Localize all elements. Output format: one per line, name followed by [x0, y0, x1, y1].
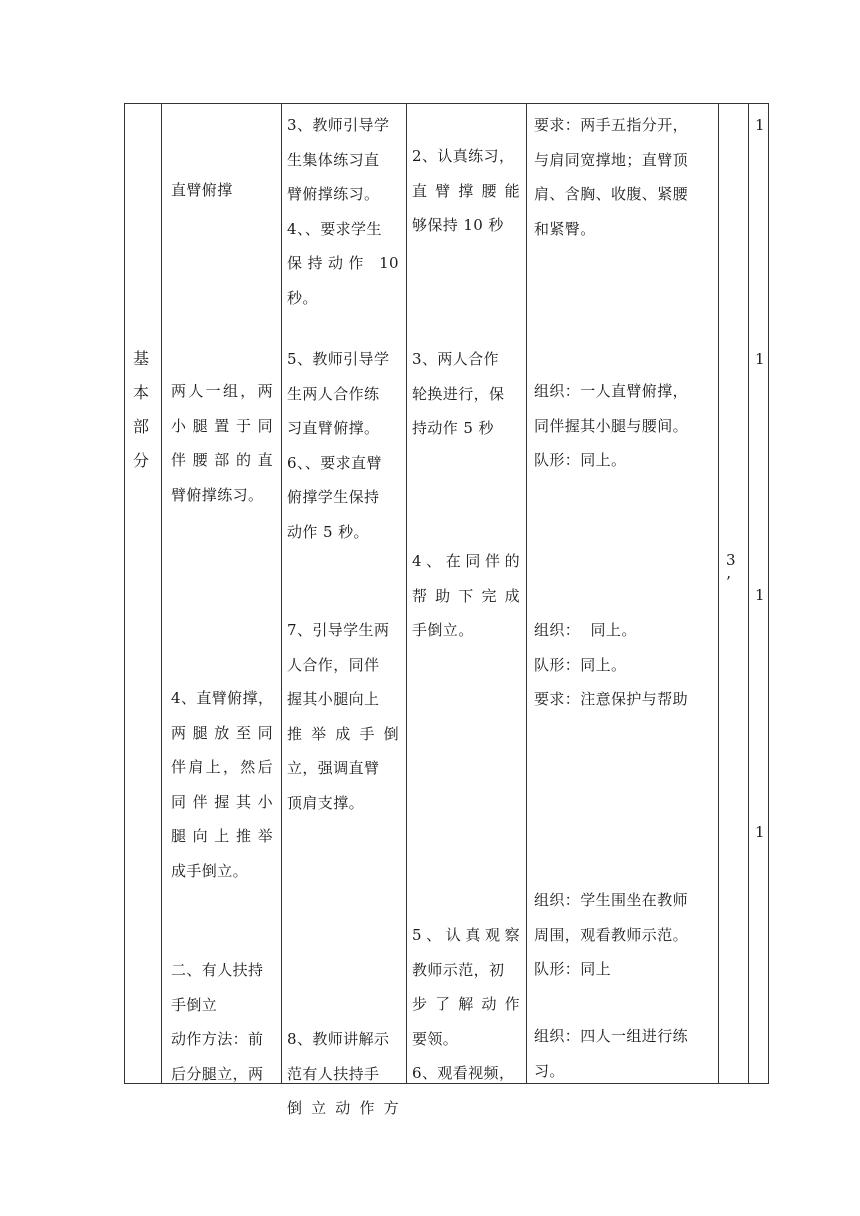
student-line: 5、认真观察	[412, 926, 520, 944]
student-line: 6、观看视频，	[412, 1064, 515, 1082]
section-column	[125, 104, 161, 1083]
org-line: 队形：同上。	[534, 655, 627, 674]
teacher-step5	[287, 342, 399, 549]
count-value	[755, 578, 765, 613]
org-handstand	[534, 613, 716, 717]
teacher-line: 3、教师引导学	[287, 116, 390, 134]
org-line: 习。	[534, 1061, 565, 1080]
time-value	[726, 545, 736, 597]
teacher-line: 顶肩支撑。	[287, 793, 365, 812]
student-step5	[412, 918, 520, 1091]
student-line: 2、认真练习，	[412, 147, 515, 165]
section-char: 基	[133, 349, 150, 368]
student-line: 手倒立。	[412, 621, 474, 639]
org-line: 组织：学生围坐在教师	[534, 891, 689, 909]
count-line: 1	[755, 350, 765, 368]
content-step4	[171, 681, 273, 888]
content-pair-group	[171, 374, 273, 512]
content-method	[171, 953, 273, 1091]
count-value	[755, 815, 765, 850]
teacher-column	[282, 104, 406, 1117]
teacher-step7	[287, 613, 399, 820]
org-line: 同伴握其小腿与腰间。	[534, 416, 689, 435]
teacher-line: 倒立动作方	[287, 1099, 399, 1117]
lesson-plan-table	[124, 103, 769, 1117]
teacher-line: 8、教师讲解示	[287, 1030, 390, 1048]
org-line: 要求：两手五指分开，	[534, 116, 689, 134]
teacher-line: 臂俯撑练习。	[287, 185, 380, 203]
count-column	[749, 104, 769, 1083]
org-line: 和紧臀。	[534, 219, 596, 238]
student-line: 步了解动作	[412, 995, 520, 1013]
count-line: 1	[755, 116, 765, 134]
content-line: 后分腿立，两	[171, 1064, 264, 1083]
section-char: 分	[133, 451, 150, 470]
org-line: 组织：四人一组进行练	[534, 1027, 689, 1045]
content-line: 直臂俯撑	[171, 181, 233, 199]
teacher-line: 习直臂俯撑。	[287, 419, 380, 437]
count-value	[755, 342, 765, 377]
count-line: 1	[755, 586, 765, 604]
content-line: 伴肩上，然后	[171, 758, 273, 776]
teacher-line: 保持动作 10	[287, 254, 399, 272]
content-line: 伴腰部的直	[171, 451, 273, 469]
teacher-line: 4、、要求学生	[287, 219, 382, 238]
teacher-line: 范有人扶持手	[287, 1064, 380, 1083]
time-minutes: 3	[726, 551, 736, 569]
teacher-line: 秒。	[287, 288, 318, 307]
section-char: 本	[133, 383, 150, 402]
org-line: 肩、含胸、收腹、紧腰	[534, 185, 689, 203]
content-straight-arm	[171, 173, 273, 208]
content-line: 二、有人扶持	[171, 961, 264, 979]
teacher-step3	[287, 108, 399, 315]
teacher-line: 推举成手倒	[287, 724, 399, 743]
teacher-line: 人合作，同伴	[287, 655, 380, 674]
org-line: 组织：一人直臂俯撑，	[534, 382, 689, 400]
organization-column	[527, 104, 718, 1083]
teacher-line: 5、教师引导学	[287, 350, 390, 368]
org-watch	[534, 883, 716, 987]
content-line: 两腿放至同	[171, 723, 273, 742]
teacher-line: 7、引导学生两	[287, 621, 390, 639]
org-line: 组织： 同上。	[534, 621, 637, 639]
time-column	[719, 104, 748, 1083]
teacher-line: 立，强调直臂	[287, 759, 380, 777]
student-column	[407, 104, 526, 1083]
teacher-line: 握其小腿向上	[287, 690, 380, 708]
time-unit-mark: ’	[726, 573, 732, 591]
content-line: 腿向上推举	[171, 827, 273, 845]
student-line: 3、两人合作	[412, 350, 499, 368]
teacher-line: 6、、要求直臂	[287, 453, 382, 472]
student-line: 持动作 5 秒	[412, 419, 494, 437]
student-line: 够保持 10 秒	[412, 216, 504, 234]
student-line: 要领。	[412, 1029, 459, 1048]
student-line: 帮助下完成	[412, 586, 520, 605]
student-line: 轮换进行，保	[412, 384, 505, 403]
teacher-line: 生集体练习直	[287, 150, 380, 169]
org-line: 与肩同宽撑地；直臂顶	[534, 150, 689, 169]
org-line: 队形：同上。	[534, 451, 627, 469]
org-pair	[534, 374, 716, 478]
content-line: 臂俯撑练习。	[171, 485, 264, 504]
student-line: 4、在同伴的	[412, 552, 520, 570]
content-line: 手倒立	[171, 995, 218, 1014]
count-line: 1	[755, 823, 765, 841]
org-groups	[534, 1019, 716, 1088]
student-step4	[412, 544, 520, 648]
content-line: 小腿置于同	[171, 416, 273, 435]
student-step3	[412, 342, 520, 446]
teacher-line: 动作 5 秒。	[287, 522, 369, 541]
content-line: 成手倒立。	[171, 861, 249, 880]
org-line: 周围，观看教师示范。	[534, 925, 689, 944]
content-column	[162, 104, 281, 1083]
student-line: 直臂撑腰能	[412, 181, 520, 200]
student-line: 教师示范，初	[412, 960, 505, 979]
content-line: 动作方法：前	[171, 1030, 264, 1048]
content-line: 两人一组，两	[171, 382, 273, 400]
teacher-line: 俯撑学生保持	[287, 488, 380, 506]
section-label	[133, 342, 149, 478]
content-line: 同伴握其小	[171, 792, 273, 811]
content-line: 4、直臂俯撑，	[171, 689, 273, 707]
student-step2	[412, 139, 520, 243]
teacher-line: 生两人合作练	[287, 384, 380, 403]
org-requirement-1	[534, 108, 716, 246]
org-line: 队形：同上	[534, 960, 612, 978]
count-value	[755, 108, 765, 143]
org-line: 要求：注意保护与帮助	[534, 690, 689, 708]
section-char: 部	[133, 417, 150, 436]
teacher-step8	[287, 1022, 399, 1126]
